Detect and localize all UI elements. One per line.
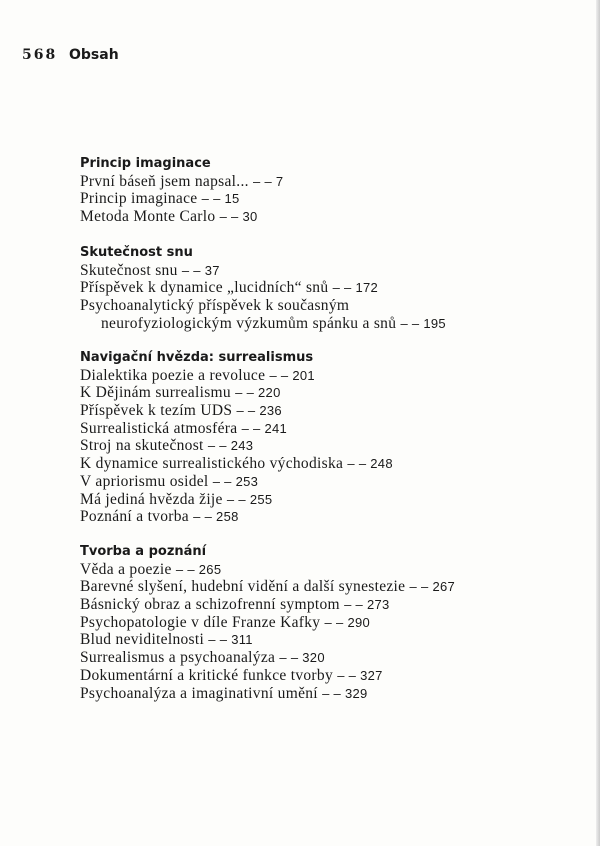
entry-title: Princip imaginace xyxy=(80,190,198,208)
toc-entry: Psychopatologie v díle Franze Kafky – – 290 xyxy=(80,613,371,631)
section-heading: Princip imaginace xyxy=(80,156,211,171)
toc-entry: Dialektika poezie a revoluce – – 201 xyxy=(80,366,315,384)
entry-page: 320 xyxy=(302,650,325,666)
toc-section xyxy=(80,155,283,226)
entry-page: 243 xyxy=(230,438,254,454)
entry-title: Věda a poezie xyxy=(80,560,172,578)
entry-title: Dialektika poezie a revoluce xyxy=(80,366,266,384)
entry-title: Poznání a tvorba xyxy=(80,508,189,526)
toc-entry: Poznání a tvorba – – 258 xyxy=(80,508,239,526)
entry-title-continued: neurofyziologickým výzkumům spánku a snů xyxy=(101,314,397,332)
page-title: Obsah xyxy=(68,47,119,63)
entry-page: 30 xyxy=(242,209,258,225)
toc-entry: Psychoanalýza a imaginativní umění – – 329 xyxy=(80,684,368,702)
entry-page: 290 xyxy=(347,614,371,630)
entry-title: Má jediná hvězda žije xyxy=(80,490,223,508)
toc-entry: Dokumentární a kritické funkce tvorby – – 327 xyxy=(80,666,383,684)
entry-title: Surrealistická atmosféra xyxy=(80,419,238,437)
entry-title: Skutečnost snu xyxy=(80,261,178,279)
entry-title: Psychopatologie v díle Franze Kafky xyxy=(80,613,321,631)
entry-page: 195 xyxy=(423,315,446,331)
entry-page: 311 xyxy=(231,632,253,648)
toc-entry: Princip imaginace – – 15 xyxy=(80,190,240,208)
toc-entry: Skutečnost snu – – 37 xyxy=(80,261,220,279)
running-header xyxy=(22,47,119,64)
section-heading: Navigační hvězda: surrealismus xyxy=(80,350,314,365)
toc-section xyxy=(80,543,455,702)
entry-title: K dynamice surrealistického východiska xyxy=(80,455,344,473)
entry-page: 220 xyxy=(258,385,281,401)
toc-entry-continued: neurofyziologickým výzkumům spánku a snů – – 195 xyxy=(101,314,446,332)
toc-entry: Metoda Monte Carlo – – 30 xyxy=(80,208,258,226)
entry-page: 15 xyxy=(224,191,240,207)
entry-title: Dokumentární a kritické funkce tvorby xyxy=(80,666,333,684)
entry-title: Barevné slyšení, hudební vidění a další synestezie xyxy=(80,578,406,596)
toc-entry: V apriorismu osidel – – 253 xyxy=(80,472,259,490)
entry-title: Psychoanalýza a imaginativní umění xyxy=(80,684,318,702)
toc-entry: Věda a poezie – – 265 xyxy=(80,560,222,578)
entry-page: 248 xyxy=(370,456,393,472)
entry-page: 265 xyxy=(198,561,222,577)
entry-page: 327 xyxy=(360,667,383,683)
toc-entry: K Dějinám surrealismu – – 220 xyxy=(80,384,281,402)
toc-entry: Básnický obraz a schizofrenní symptom – – 273 xyxy=(80,596,390,614)
page-number: 568 xyxy=(22,47,58,63)
entry-page: 37 xyxy=(204,262,220,278)
entry-page: 255 xyxy=(249,491,273,507)
toc-entry: Barevné slyšení, hudební vidění a další synestezie – – 267 xyxy=(80,578,456,596)
entry-title: Psychoanalytický příspěvek k současným xyxy=(80,297,350,315)
toc-entry: Má jediná hvězda žije – – 255 xyxy=(80,490,273,508)
entry-title: Surrealismus a psychoanalýza xyxy=(80,649,276,667)
entry-title: Stroj na skutečnost xyxy=(80,437,204,455)
toc-entry: Blud neviditelnosti – – 311 xyxy=(80,631,253,649)
entry-page: 267 xyxy=(432,579,456,595)
toc-entry: Surrealistická atmosféra – – 241 xyxy=(80,419,288,437)
entry-title: První báseň jsem napsal... xyxy=(80,172,249,190)
toc-section xyxy=(80,244,446,332)
section-heading: Skutečnost snu xyxy=(80,245,193,260)
entry-title: Příspěvek k tezím UDS xyxy=(80,402,233,420)
toc-entry xyxy=(80,297,446,315)
entry-title: Příspěvek k dynamice „lucidních“ snů xyxy=(80,279,329,297)
toc-entry: Příspěvek k tezím UDS – – 236 xyxy=(80,402,282,420)
entry-title: Blud neviditelnosti xyxy=(80,631,205,649)
entry-page: 201 xyxy=(292,367,315,383)
entry-page: 258 xyxy=(216,509,239,525)
toc-entry: Příspěvek k dynamice „lucidních“ snů – – 172 xyxy=(80,279,379,297)
entry-title: Metoda Monte Carlo xyxy=(80,208,216,226)
entry-page: 253 xyxy=(235,473,259,489)
entry-title: K Dějinám surrealismu xyxy=(80,384,231,402)
section-heading: Tvorba a poznání xyxy=(80,544,207,559)
entry-page: 7 xyxy=(275,173,284,189)
entry-page: 172 xyxy=(355,280,379,296)
toc-entry: Surrealismus a psychoanalýza – – 320 xyxy=(80,649,325,667)
scan-edge xyxy=(596,0,600,846)
entry-page: 241 xyxy=(264,420,288,436)
entry-page: 273 xyxy=(366,597,390,613)
toc-entry: První báseň jsem napsal... – – 7 xyxy=(80,172,284,190)
toc-section xyxy=(80,349,393,526)
toc-entry: K dynamice surrealistického východiska – – 248 xyxy=(80,455,393,473)
entry-title: Básnický obraz a schizofrenní symptom xyxy=(80,596,340,614)
entry-title: V apriorismu osidel xyxy=(80,472,209,490)
entry-page: 236 xyxy=(259,403,282,419)
toc-entry: Stroj na skutečnost – – 243 xyxy=(80,437,254,455)
entry-page: 329 xyxy=(344,685,368,701)
